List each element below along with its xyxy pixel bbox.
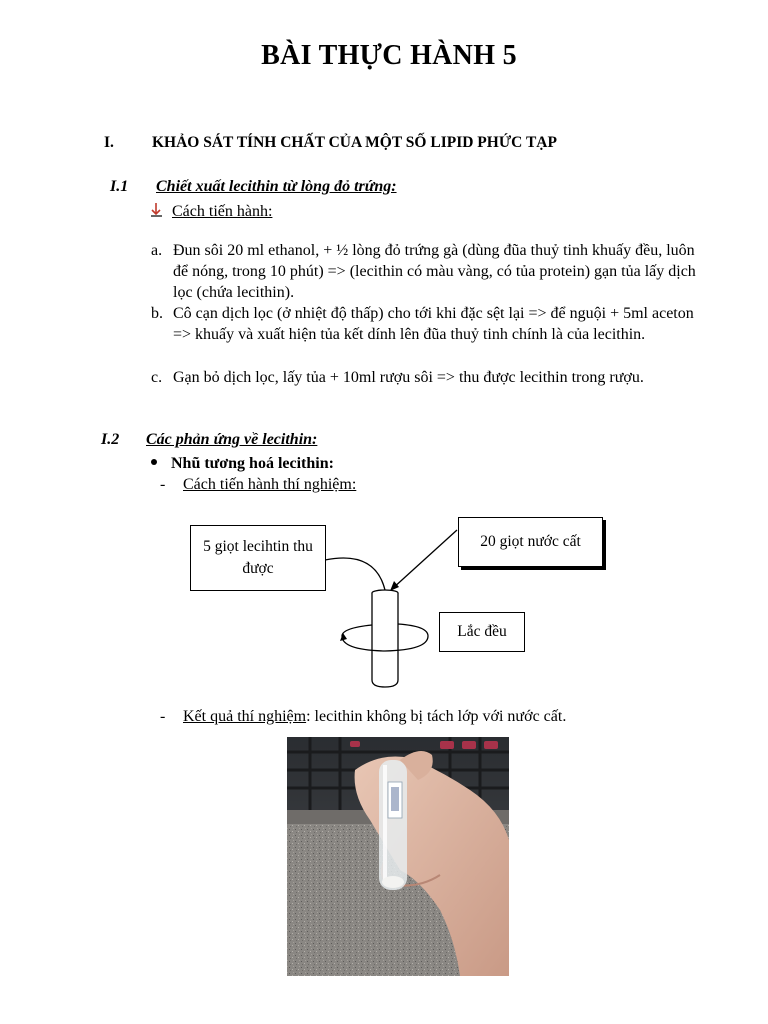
subsection-number-1: I.1 bbox=[110, 178, 129, 195]
subsection-number-2: I.2 bbox=[101, 431, 120, 448]
result-label: Kết quả thí nghiệm bbox=[183, 708, 307, 725]
step-text: Gạn bỏ dịch lọc, lấy tủa + 10ml rượu sôi => thu được lecithin trong rượu. bbox=[173, 369, 644, 386]
step-label: b. bbox=[151, 305, 163, 322]
step-label: a. bbox=[151, 242, 163, 259]
box-water-text: 20 giọt nước cất bbox=[480, 533, 581, 550]
page-title: BÀI THỰC HÀNH 5 bbox=[261, 40, 517, 71]
section-number: I. bbox=[104, 134, 114, 151]
method-label-2: Cách tiến hành thí nghiệm: bbox=[183, 476, 357, 493]
result-text: : lecithin không bị tách lớp với nước cất. bbox=[306, 708, 567, 725]
photo-test-tube bbox=[379, 760, 407, 890]
dash-icon: - bbox=[160, 708, 166, 725]
step-text: Cô cạn dịch lọc (ở nhiệt độ thấp) cho tới khi đặc sệt lại => để nguội + 5ml aceton => khuấy và xuất hiện tủa kết dính lên đũa thuỷ tinh chính là của lecithin. bbox=[173, 305, 694, 343]
dash-icon: - bbox=[160, 476, 166, 493]
step-text: Đun sôi 20 ml ethanol, + ½ lòng đỏ trứng gà (dùng đũa thuỷ tinh khuấy đều, luôn để nóng, trong 10 phút) => (lecithin có màu vàng, có tủa protein) gạn tủa lấy dịch lọc (chứa lecithin). bbox=[173, 242, 696, 301]
box-lecithin-text: 5 giọt lecihtin thu được bbox=[203, 538, 313, 577]
bullet-text: Nhũ tương hoá lecithin: bbox=[171, 455, 334, 472]
section-heading: KHẢO SÁT TÍNH CHẤT CỦA MỘT SỐ LIPID PHỨC TẠP bbox=[152, 134, 557, 151]
method-label: Cách tiến hành: bbox=[172, 203, 273, 220]
subsection-heading-2: Các phản ứng về lecithin: bbox=[146, 431, 318, 448]
box-shake-text: Lắc đều bbox=[457, 623, 507, 640]
subsection-heading-1: Chiết xuất lecithin từ lòng đỏ trứng: bbox=[156, 178, 397, 195]
step-label: c. bbox=[151, 369, 163, 386]
